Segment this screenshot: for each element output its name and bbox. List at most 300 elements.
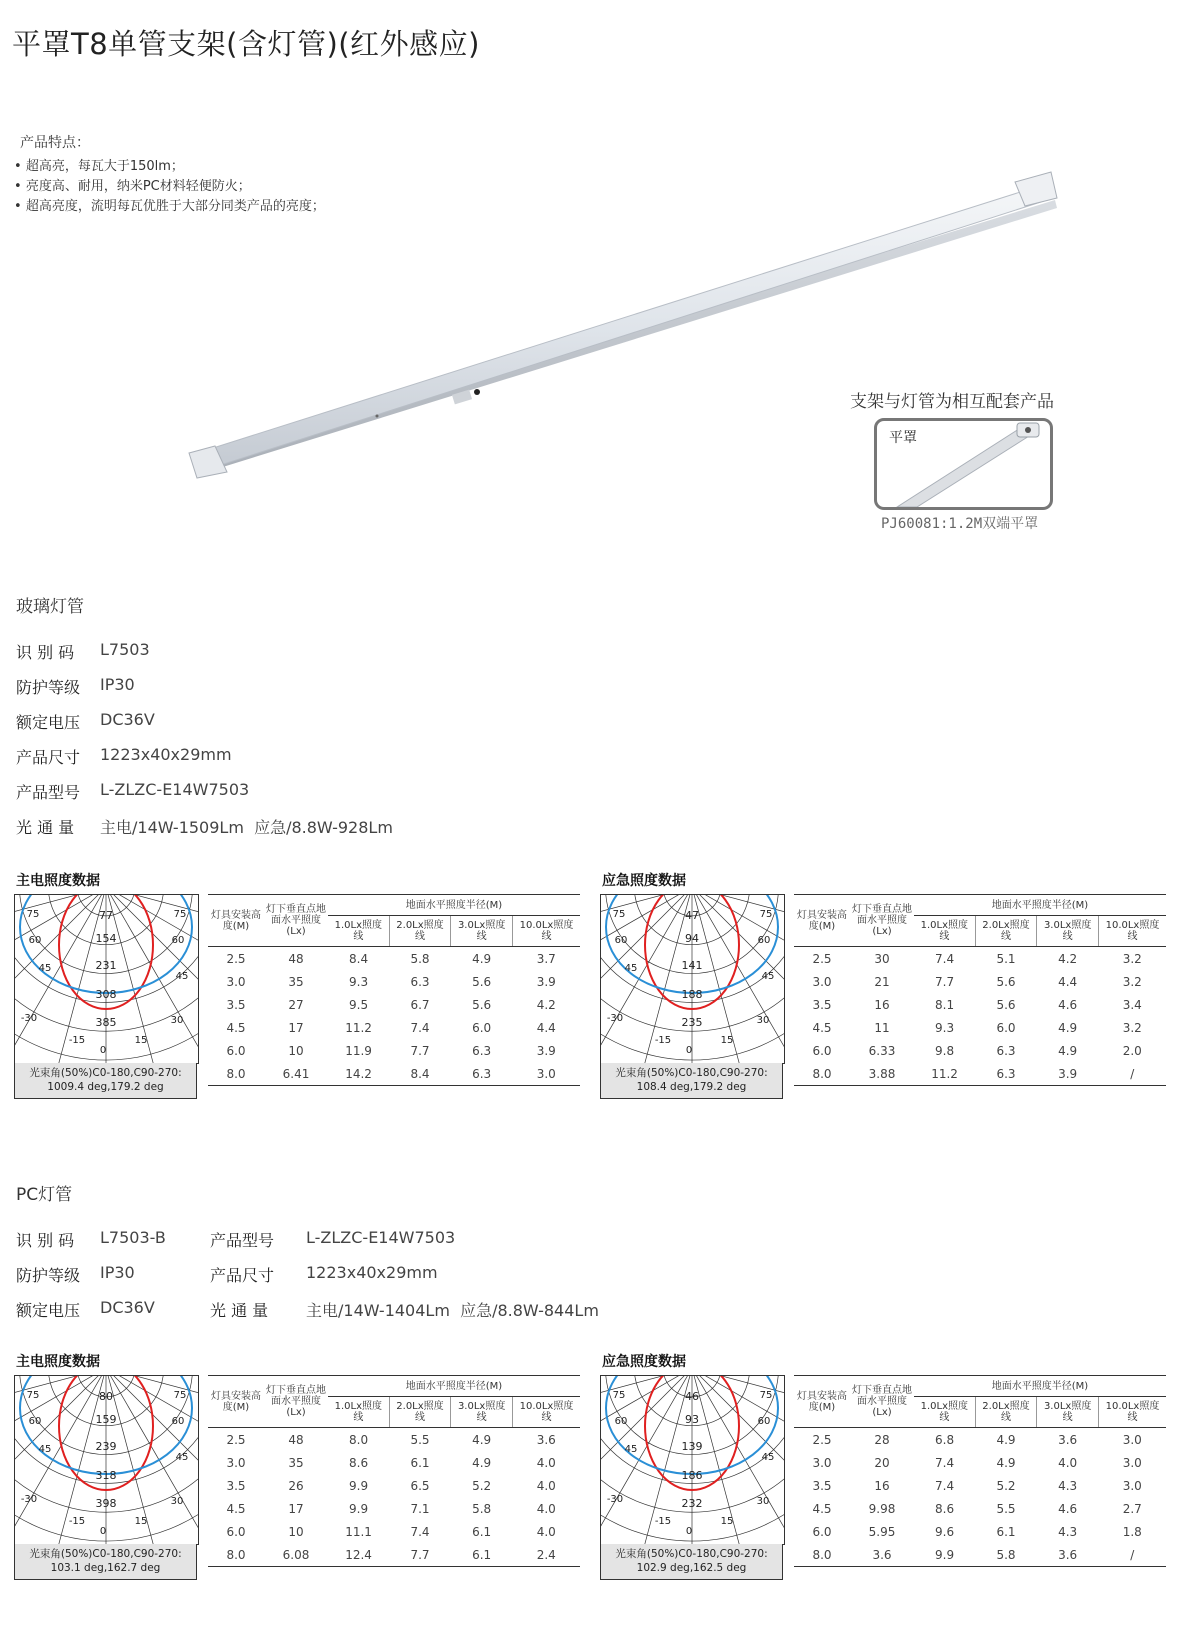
table-cell: 6.1 [472,1524,492,1539]
table-row [208,1039,580,1062]
polar-angle-label: 0 [99,1045,107,1056]
table-cell: 4.9 [1058,1020,1078,1035]
table-cell: 8.0 [226,1066,246,1081]
table-cell: 2.5 [226,951,246,966]
table-cell: 7.4 [410,1020,430,1035]
polar-ring-label: 186 [681,1469,703,1482]
table-cell: 3.7 [536,951,556,966]
table-cell: 7.7 [410,1043,430,1058]
section-title-glass: 玻璃灯管 [16,597,84,617]
table-cell: 16 [874,997,890,1012]
table-cell: 4.4 [1058,974,1078,989]
table-cell: 6.3 [410,974,430,989]
table-cell: 16 [874,1478,890,1493]
accessory-fixture-icon [877,421,1050,507]
table-cell: 4.9 [1058,1043,1078,1058]
table-cell: 6.1 [472,1547,492,1562]
polar-angle-label: 15 [134,1516,148,1527]
polar-ring-label: 398 [95,1497,117,1510]
table-cell: 6.5 [410,1478,430,1493]
col-header-lux-line: 2.0Lx照度线 [389,916,451,947]
beam-angle-label: 光束角(50%)C0-180,C90-270: [29,1548,182,1560]
table-cell: / [1130,1547,1135,1562]
table-cell: 5.6 [472,974,492,989]
polar-ring-label: 232 [681,1497,703,1510]
table-cell: 8.4 [349,951,369,966]
table-row [794,993,1166,1016]
col-header-lux-line: 3.0Lx照度线 [1037,916,1099,947]
polar-angle-label: -15 [654,1516,672,1527]
table-cell: 26 [288,1478,304,1493]
table-cell: 27 [288,997,304,1012]
table-cell: 8.0 [812,1066,832,1081]
polar-ring-label: 385 [95,1016,117,1029]
table-cell: 3.0 [226,974,246,989]
table-cell: 3.2 [1122,974,1142,989]
spec-row [16,1263,135,1286]
table-cell: 4.9 [472,1432,492,1447]
polar-angle-label: -30 [606,1494,624,1505]
table-cell: 12.4 [345,1547,372,1562]
table-cell: 8.1 [935,997,955,1012]
table-cell: 7.7 [935,974,955,989]
beam-angle-label: 光束角(50%)C0-180,C90-270: [615,1067,768,1079]
table-cell: 4.6 [1058,997,1078,1012]
table-cell: 2.7 [1122,1501,1142,1516]
polar-diagram [14,1375,199,1545]
table-cell: 9.6 [935,1524,955,1539]
col-header-lux-line: 1.0Lx照度线 [328,1397,389,1428]
polar-angle-label: 75 [759,909,773,920]
spec-key: 识 别 码 [16,643,75,662]
spec-key: 光 通 量 [16,818,75,837]
table-cell: 9.9 [935,1547,955,1562]
table-cell: 4.0 [536,1524,556,1539]
polar-ring-label: 188 [681,988,703,1001]
table-cell: 4.5 [226,1501,246,1516]
beam-angle-label: 光束角(50%)C0-180,C90-270: [615,1548,768,1560]
polar-ring-label: 154 [95,932,117,945]
table-cell: 9.5 [349,997,369,1012]
table-cell: 4.0 [1058,1455,1078,1470]
table-cell: 3.9 [536,1043,556,1058]
col-header-height: 灯具安装高度(M) [208,1376,264,1428]
table-cell: 4.0 [536,1455,556,1470]
table-cell: 5.8 [472,1501,492,1516]
table-cell: 4.9 [472,1455,492,1470]
beam-angle-value: 1009.4 deg,179.2 deg [47,1081,164,1093]
table-cell: 3.2 [1122,951,1142,966]
block-heading: 应急照度数据 [602,1354,686,1370]
accessory-caption: PJ60081:1.2M双端平罩 [881,516,1039,532]
polar-angle-label: 75 [759,1390,773,1401]
spec-row [210,1263,438,1286]
table-row [794,1520,1166,1543]
spec-row [16,1228,166,1251]
features-heading: 产品特点： [20,135,90,151]
polar-angle-label: 75 [173,1390,187,1401]
table-cell: 3.6 [1058,1547,1078,1562]
table-cell: 6.8 [935,1432,955,1447]
beam-angle-label: 光束角(50%)C0-180,C90-270: [29,1067,182,1079]
table-cell: 8.0 [812,1547,832,1562]
polar-diagram [600,1375,785,1545]
table-row [208,947,580,971]
table-cell: 17 [288,1020,304,1035]
illuminance-table [208,894,580,1086]
table-cell: 4.9 [996,1455,1016,1470]
col-header-height: 灯具安装高度(M) [208,895,264,947]
spec-row [210,1228,456,1251]
polar-angle-label: 45 [624,1444,638,1455]
table-cell: 7.1 [410,1501,430,1516]
polar-ring-label: 318 [95,1469,117,1482]
spec-value: 主电/14W-1509Lm 应急/8.8W-928Lm [100,818,393,837]
polar-angle-label: 75 [26,1390,40,1401]
polar-angle-label: -15 [68,1035,86,1046]
polar-angle-label: 75 [26,909,40,920]
table-cell: 3.9 [1058,1066,1078,1081]
table-cell: 11.2 [345,1020,372,1035]
col-header-height: 灯具安装高度(M) [794,1376,850,1428]
table-cell: 6.41 [282,1066,310,1081]
table-cell: 4.4 [536,1020,556,1035]
beam-angle-box [600,1544,783,1580]
table-cell: 48 [288,1432,304,1447]
polar-angle-label: 30 [170,1015,184,1026]
table-cell: 8.6 [349,1455,369,1470]
table-cell: 35 [288,1455,304,1470]
col-header-lux-line: 10.0Lx照度线 [1098,1397,1166,1428]
col-header-center-lux: 灯下垂直点地面水平照度(Lx) [264,895,328,947]
illuminance-table [208,1375,580,1567]
spec-value: IP30 [100,675,135,694]
accessory-image-box [874,418,1053,510]
polar-angle-label: 45 [175,971,189,982]
table-cell: 4.2 [536,997,556,1012]
spec-key: 识 别 码 [16,1231,75,1250]
spec-value: 主电/14W-1404Lm 应急/8.8W-844Lm [306,1301,599,1320]
table-cell: 3.6 [872,1547,892,1562]
table-cell: 2.4 [536,1547,556,1562]
table-row [208,993,580,1016]
feature-item: • 超高亮，每瓦大于150lm； [14,155,184,174]
feature-item: • 亮度高、耐用，纳米PC材料轻便防火； [14,175,251,194]
page-title: 平罩T8单管支架(含灯管)(红外感应) [12,27,480,61]
polar-ring-label: 141 [681,959,703,972]
table-cell: 8.0 [349,1432,369,1447]
table-cell: 35 [288,974,304,989]
spec-row [16,640,150,663]
table-cell: 6.0 [226,1524,246,1539]
table-cell: 6.0 [812,1524,832,1539]
table-cell: 3.0 [812,974,832,989]
table-cell: 5.2 [996,1478,1016,1493]
table-cell: 3.6 [536,1432,556,1447]
polar-ring-label: 94 [685,932,699,945]
col-header-lux-line: 10.0Lx照度线 [1098,916,1166,947]
polar-angle-label: 30 [756,1496,770,1507]
table-cell: 6.3 [472,1043,492,1058]
table-cell: 21 [874,974,890,989]
table-cell: 20 [874,1455,890,1470]
table-cell: 17 [288,1501,304,1516]
polar-ring-label: 235 [681,1016,703,1029]
col-header-center-lux: 灯下垂直点地面水平照度(Lx) [264,1376,328,1428]
table-cell: 5.6 [996,997,1016,1012]
polar-ring-label: 46 [685,1390,699,1403]
table-cell: 6.0 [996,1020,1016,1035]
table-row [794,1543,1166,1567]
table-cell: 2.5 [812,1432,832,1447]
col-header-radius-group: 地面水平照度半径(M) [328,895,580,916]
polar-angle-label: 45 [38,963,52,974]
table-row [208,1543,580,1567]
table-cell: 4.5 [226,1020,246,1035]
table-cell: 6.3 [996,1066,1016,1081]
polar-angle-label: 0 [685,1045,693,1056]
spec-value: DC36V [100,1298,155,1317]
table-cell: 3.0 [812,1455,832,1470]
table-cell: 5.5 [410,1432,430,1447]
table-cell: 4.9 [472,951,492,966]
table-cell: 8.0 [226,1547,246,1562]
polar-angle-label: 60 [28,935,42,946]
illuminance-table [794,1375,1166,1567]
spec-key: 额定电压 [16,713,81,732]
col-header-lux-line: 1.0Lx照度线 [328,916,389,947]
spec-value: L-ZLZC-E14W7503 [306,1228,456,1247]
polar-angle-label: 15 [720,1035,734,1046]
table-cell: 3.6 [1058,1432,1078,1447]
spec-value: L-ZLZC-E14W7503 [100,780,250,799]
polar-ring-label: 231 [95,959,117,972]
col-header-radius-group: 地面水平照度半径(M) [914,1376,1166,1397]
polar-angle-label: 75 [173,909,187,920]
table-row [794,947,1166,971]
table-row [794,1039,1166,1062]
table-cell: 28 [874,1432,890,1447]
table-cell: 4.0 [536,1501,556,1516]
table-cell: 3.5 [812,1478,832,1493]
illuminance-table [794,894,1166,1086]
table-cell: 7.4 [935,1478,955,1493]
col-header-lux-line: 10.0Lx照度线 [512,916,580,947]
table-cell: 5.8 [996,1547,1016,1562]
table-cell: 9.9 [349,1501,369,1516]
table-row [208,1062,580,1086]
table-cell: / [1130,1066,1135,1081]
beam-angle-value: 103.1 deg,162.7 deg [50,1562,161,1574]
table-cell: 6.33 [868,1043,896,1058]
table-cell: 14.2 [345,1066,372,1081]
polar-ring-label: 308 [95,988,117,1001]
table-cell: 30 [874,951,890,966]
polar-angle-label: 15 [134,1035,148,1046]
table-cell: 3.5 [226,997,246,1012]
col-header-center-lux: 灯下垂直点地面水平照度(Lx) [850,1376,914,1428]
table-cell: 11.9 [345,1043,372,1058]
col-header-lux-line: 3.0Lx照度线 [451,1397,513,1428]
table-cell: 5.6 [996,974,1016,989]
table-cell: 6.08 [282,1547,310,1562]
polar-diagram [600,894,785,1064]
table-cell: 4.3 [1058,1524,1078,1539]
col-header-lux-line: 2.0Lx照度线 [389,1397,451,1428]
table-cell: 5.95 [868,1524,896,1539]
polar-ring-label: 93 [685,1413,699,1426]
spec-key: 额定电压 [16,1301,81,1320]
table-cell: 3.5 [226,1478,246,1493]
table-cell: 4.3 [1058,1478,1078,1493]
table-cell: 3.0 [536,1066,556,1081]
spec-key: 产品尺寸 [16,748,81,767]
table-row [794,1497,1166,1520]
polar-angle-label: -30 [606,1013,624,1024]
polar-angle-label: 60 [28,1416,42,1427]
table-row [208,1451,580,1474]
table-cell: 11.2 [931,1066,958,1081]
table-cell: 4.9 [996,1432,1016,1447]
table-cell: 2.5 [812,951,832,966]
table-cell: 3.5 [812,997,832,1012]
block-heading: 应急照度数据 [602,873,686,889]
polar-angle-label: 30 [756,1015,770,1026]
table-row [208,1520,580,1543]
spec-value: L7503 [100,640,150,659]
table-row [794,970,1166,993]
spec-row [16,1298,155,1321]
table-cell: 3.2 [1122,1020,1142,1035]
table-cell: 2.5 [226,1432,246,1447]
spec-value: IP30 [100,1263,135,1282]
table-cell: 5.1 [996,951,1016,966]
table-cell: 8.6 [935,1501,955,1516]
table-cell: 6.1 [996,1524,1016,1539]
spec-key: 产品型号 [16,783,81,802]
polar-angle-label: 0 [99,1526,107,1537]
col-header-height: 灯具安装高度(M) [794,895,850,947]
table-cell: 2.0 [1122,1043,1142,1058]
table-cell: 4.6 [1058,1501,1078,1516]
table-row [794,1062,1166,1086]
polar-angle-label: 0 [685,1526,693,1537]
col-header-lux-line: 3.0Lx照度线 [1037,1397,1099,1428]
spec-row [16,710,155,733]
table-row [794,1474,1166,1497]
spec-row [16,815,393,838]
col-header-lux-line: 3.0Lx照度线 [451,916,513,947]
table-cell: 5.8 [410,951,430,966]
spec-value: 1223x40x29mm [100,745,232,764]
polar-angle-label: 60 [757,935,771,946]
table-row [208,1016,580,1039]
polar-ring-label: 47 [685,909,699,922]
polar-ring-label: 77 [99,909,113,922]
spec-key: 光 通 量 [210,1301,269,1320]
block-heading: 主电照度数据 [16,873,100,889]
beam-angle-value: 102.9 deg,162.5 deg [636,1562,747,1574]
table-cell: 3.9 [536,974,556,989]
polar-angle-label: 75 [612,909,626,920]
spec-value: DC36V [100,710,155,729]
col-header-lux-line: 10.0Lx照度线 [512,1397,580,1428]
table-row [794,1428,1166,1452]
table-row [208,1474,580,1497]
polar-angle-label: 75 [612,1390,626,1401]
table-cell: 9.3 [935,1020,955,1035]
table-cell: 3.0 [226,1455,246,1470]
polar-ring-label: 159 [95,1413,117,1426]
beam-angle-value: 108.4 deg,179.2 deg [636,1081,747,1093]
col-header-center-lux: 灯下垂直点地面水平照度(Lx) [850,895,914,947]
polar-angle-label: 30 [170,1496,184,1507]
spec-key: 防护等级 [16,1266,81,1285]
table-cell: 10 [288,1043,304,1058]
table-cell: 6.0 [812,1043,832,1058]
spec-value: L7503-B [100,1228,166,1247]
polar-angle-label: 45 [761,971,775,982]
beam-angle-box [14,1544,197,1580]
spec-key: 防护等级 [16,678,81,697]
col-header-radius-group: 地面水平照度半径(M) [914,895,1166,916]
table-cell: 4.5 [812,1501,832,1516]
spec-value: 1223x40x29mm [306,1263,438,1282]
table-row [794,1451,1166,1474]
table-cell: 6.3 [996,1043,1016,1058]
polar-diagram [14,894,199,1064]
polar-angle-label: 45 [624,963,638,974]
polar-angle-label: -30 [20,1494,38,1505]
spec-row [16,745,232,768]
table-cell: 6.0 [472,1020,492,1035]
polar-angle-label: -30 [20,1013,38,1024]
col-header-radius-group: 地面水平照度半径(M) [328,1376,580,1397]
polar-angle-label: 15 [720,1516,734,1527]
spec-row [210,1298,599,1321]
table-cell: 10 [288,1524,304,1539]
table-cell: 7.7 [410,1547,430,1562]
table-cell: 3.4 [1122,997,1142,1012]
table-cell: 1.8 [1122,1524,1142,1539]
table-cell: 4.5 [812,1020,832,1035]
table-cell: 6.3 [472,1066,492,1081]
table-cell: 4.2 [1058,951,1078,966]
table-cell: 9.3 [349,974,369,989]
table-cell: 9.98 [868,1501,896,1516]
table-cell: 6.1 [410,1455,430,1470]
table-cell: 9.9 [349,1478,369,1493]
polar-angle-label: 45 [761,1452,775,1463]
polar-angle-label: 60 [614,1416,628,1427]
table-row [208,1497,580,1520]
table-cell: 6.7 [410,997,430,1012]
accessory-label: 平罩 [889,430,917,446]
polar-angle-label: 45 [38,1444,52,1455]
polar-ring-label: 239 [95,1440,117,1453]
table-row [208,970,580,993]
table-cell: 7.4 [935,1455,955,1470]
spec-row [16,780,250,803]
feature-item: • 超高亮度，流明每瓦优胜于大部分同类产品的亮度； [14,195,325,214]
col-header-lux-line: 1.0Lx照度线 [914,916,975,947]
table-cell: 11.1 [345,1524,372,1539]
table-cell: 48 [288,951,304,966]
spec-key: 产品尺寸 [210,1266,275,1285]
beam-angle-box [600,1063,783,1099]
col-header-lux-line: 2.0Lx照度线 [975,1397,1037,1428]
polar-ring-label: 139 [681,1440,703,1453]
